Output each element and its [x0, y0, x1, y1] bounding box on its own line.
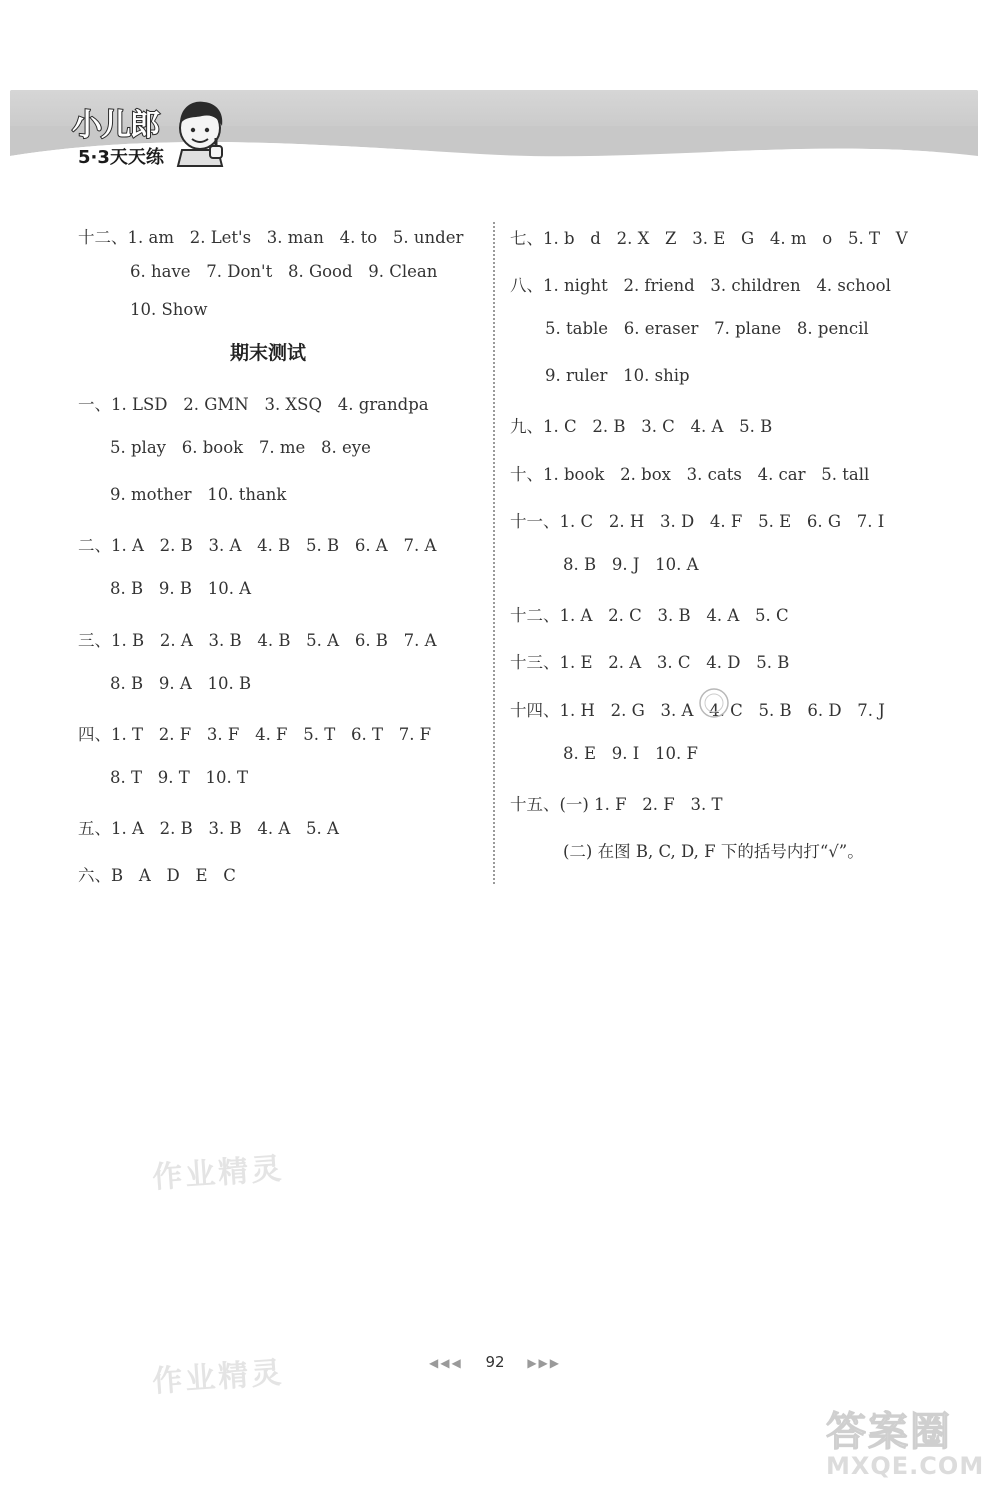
answer-row-13: 十三、1. E 2. A 3. C 4. D 5. B [510, 653, 790, 672]
watermark-text: 作业精灵 [151, 1151, 286, 1196]
column-divider [493, 222, 495, 884]
answer-row-9: 九、1. C 2. B 3. C 4. A 5. B [510, 417, 773, 436]
answer-row-14-cont: 8. E 9. I 10. F [563, 744, 698, 763]
corner-brand-text: 答案圈 [826, 1409, 952, 1455]
answer-row-8: 八、1. night 2. friend 3. children 4. school [510, 276, 891, 295]
answer-row-2-cont: 8. B 9. B 10. A [110, 579, 252, 598]
answer-row-8-cont2: 9. ruler 10. ship [545, 366, 690, 385]
corner-brand-logo [818, 1400, 988, 1490]
watermark-text-2: 作业精灵 [151, 1355, 286, 1400]
answer-row-1-cont2: 9. mother 10. thank [110, 485, 287, 504]
mascot-boy-icon [172, 98, 230, 168]
brand-subtitle: 5·3天天练 [78, 147, 164, 168]
answer-row-12-prev: 十二、1. am 2. Let's 3. man 4. to 5. under [78, 228, 464, 247]
answer-row-10: 十、1. book 2. box 3. cats 4. car 5. tall [510, 465, 870, 484]
answer-row-2: 二、1. A 2. B 3. A 4. B 5. B 6. A 7. A [78, 536, 437, 555]
answer-row-1-cont: 5. play 6. book 7. me 8. eye [110, 438, 371, 457]
answer-row-12: 十二、1. A 2. C 3. B 4. A 5. C [510, 606, 789, 625]
answer-row-4: 四、1. T 2. F 3. F 4. F 5. T 6. T 7. F [78, 725, 432, 744]
section-title-final-test: 期末测试 [230, 342, 307, 364]
answer-row-3: 三、1. B 2. A 3. B 4. B 5. A 6. B 7. A [78, 631, 437, 650]
stamp-mark-icon [697, 686, 731, 720]
brand-title: 小儿郎 [72, 108, 159, 143]
answer-row-6: 六、B A D E C [78, 866, 236, 885]
answer-row-15-cont: (二) 在图 B, C, D, F 下的括号内打“√”。 [563, 842, 864, 861]
answer-row-7: 七、1. b d 2. X Z 3. E G 4. m o 5. T V [510, 229, 908, 248]
corner-brand-url: MXQE.COM [826, 1452, 985, 1480]
answer-row-14: 十四、1. H 2. G 3. A 4. C 5. B 6. D 7. J [510, 701, 885, 720]
answer-row-11: 十一、1. C 2. H 3. D 4. F 5. E 6. G 7. I [510, 512, 885, 531]
prev-arrows-icon: ◀◀◀ [428, 1356, 463, 1370]
answer-row-1: 一、1. LSD 2. GMN 3. XSQ 4. grandpa [78, 395, 429, 414]
page-navigation [0, 1353, 990, 1371]
answer-row-15: 十五、(一) 1. F 2. F 3. T [510, 795, 723, 814]
answer-row-3-cont: 8. B 9. A 10. B [110, 674, 252, 693]
answer-row-5: 五、1. A 2. B 3. B 4. A 5. A [78, 819, 339, 838]
answer-row-8-cont: 5. table 6. eraser 7. plane 8. pencil [545, 319, 869, 338]
page-number: 92 [485, 1353, 505, 1371]
answer-row-4-cont: 8. T 9. T 10. T [110, 768, 248, 787]
answer-row-12-prev-cont2: 10. Show [130, 300, 208, 319]
next-arrows-icon: ▶▶▶ [527, 1356, 562, 1370]
answer-row-11-cont: 8. B 9. J 10. A [563, 555, 699, 574]
answer-row-12-prev-cont: 6. have 7. Don't 8. Good 9. Clean [130, 262, 438, 281]
